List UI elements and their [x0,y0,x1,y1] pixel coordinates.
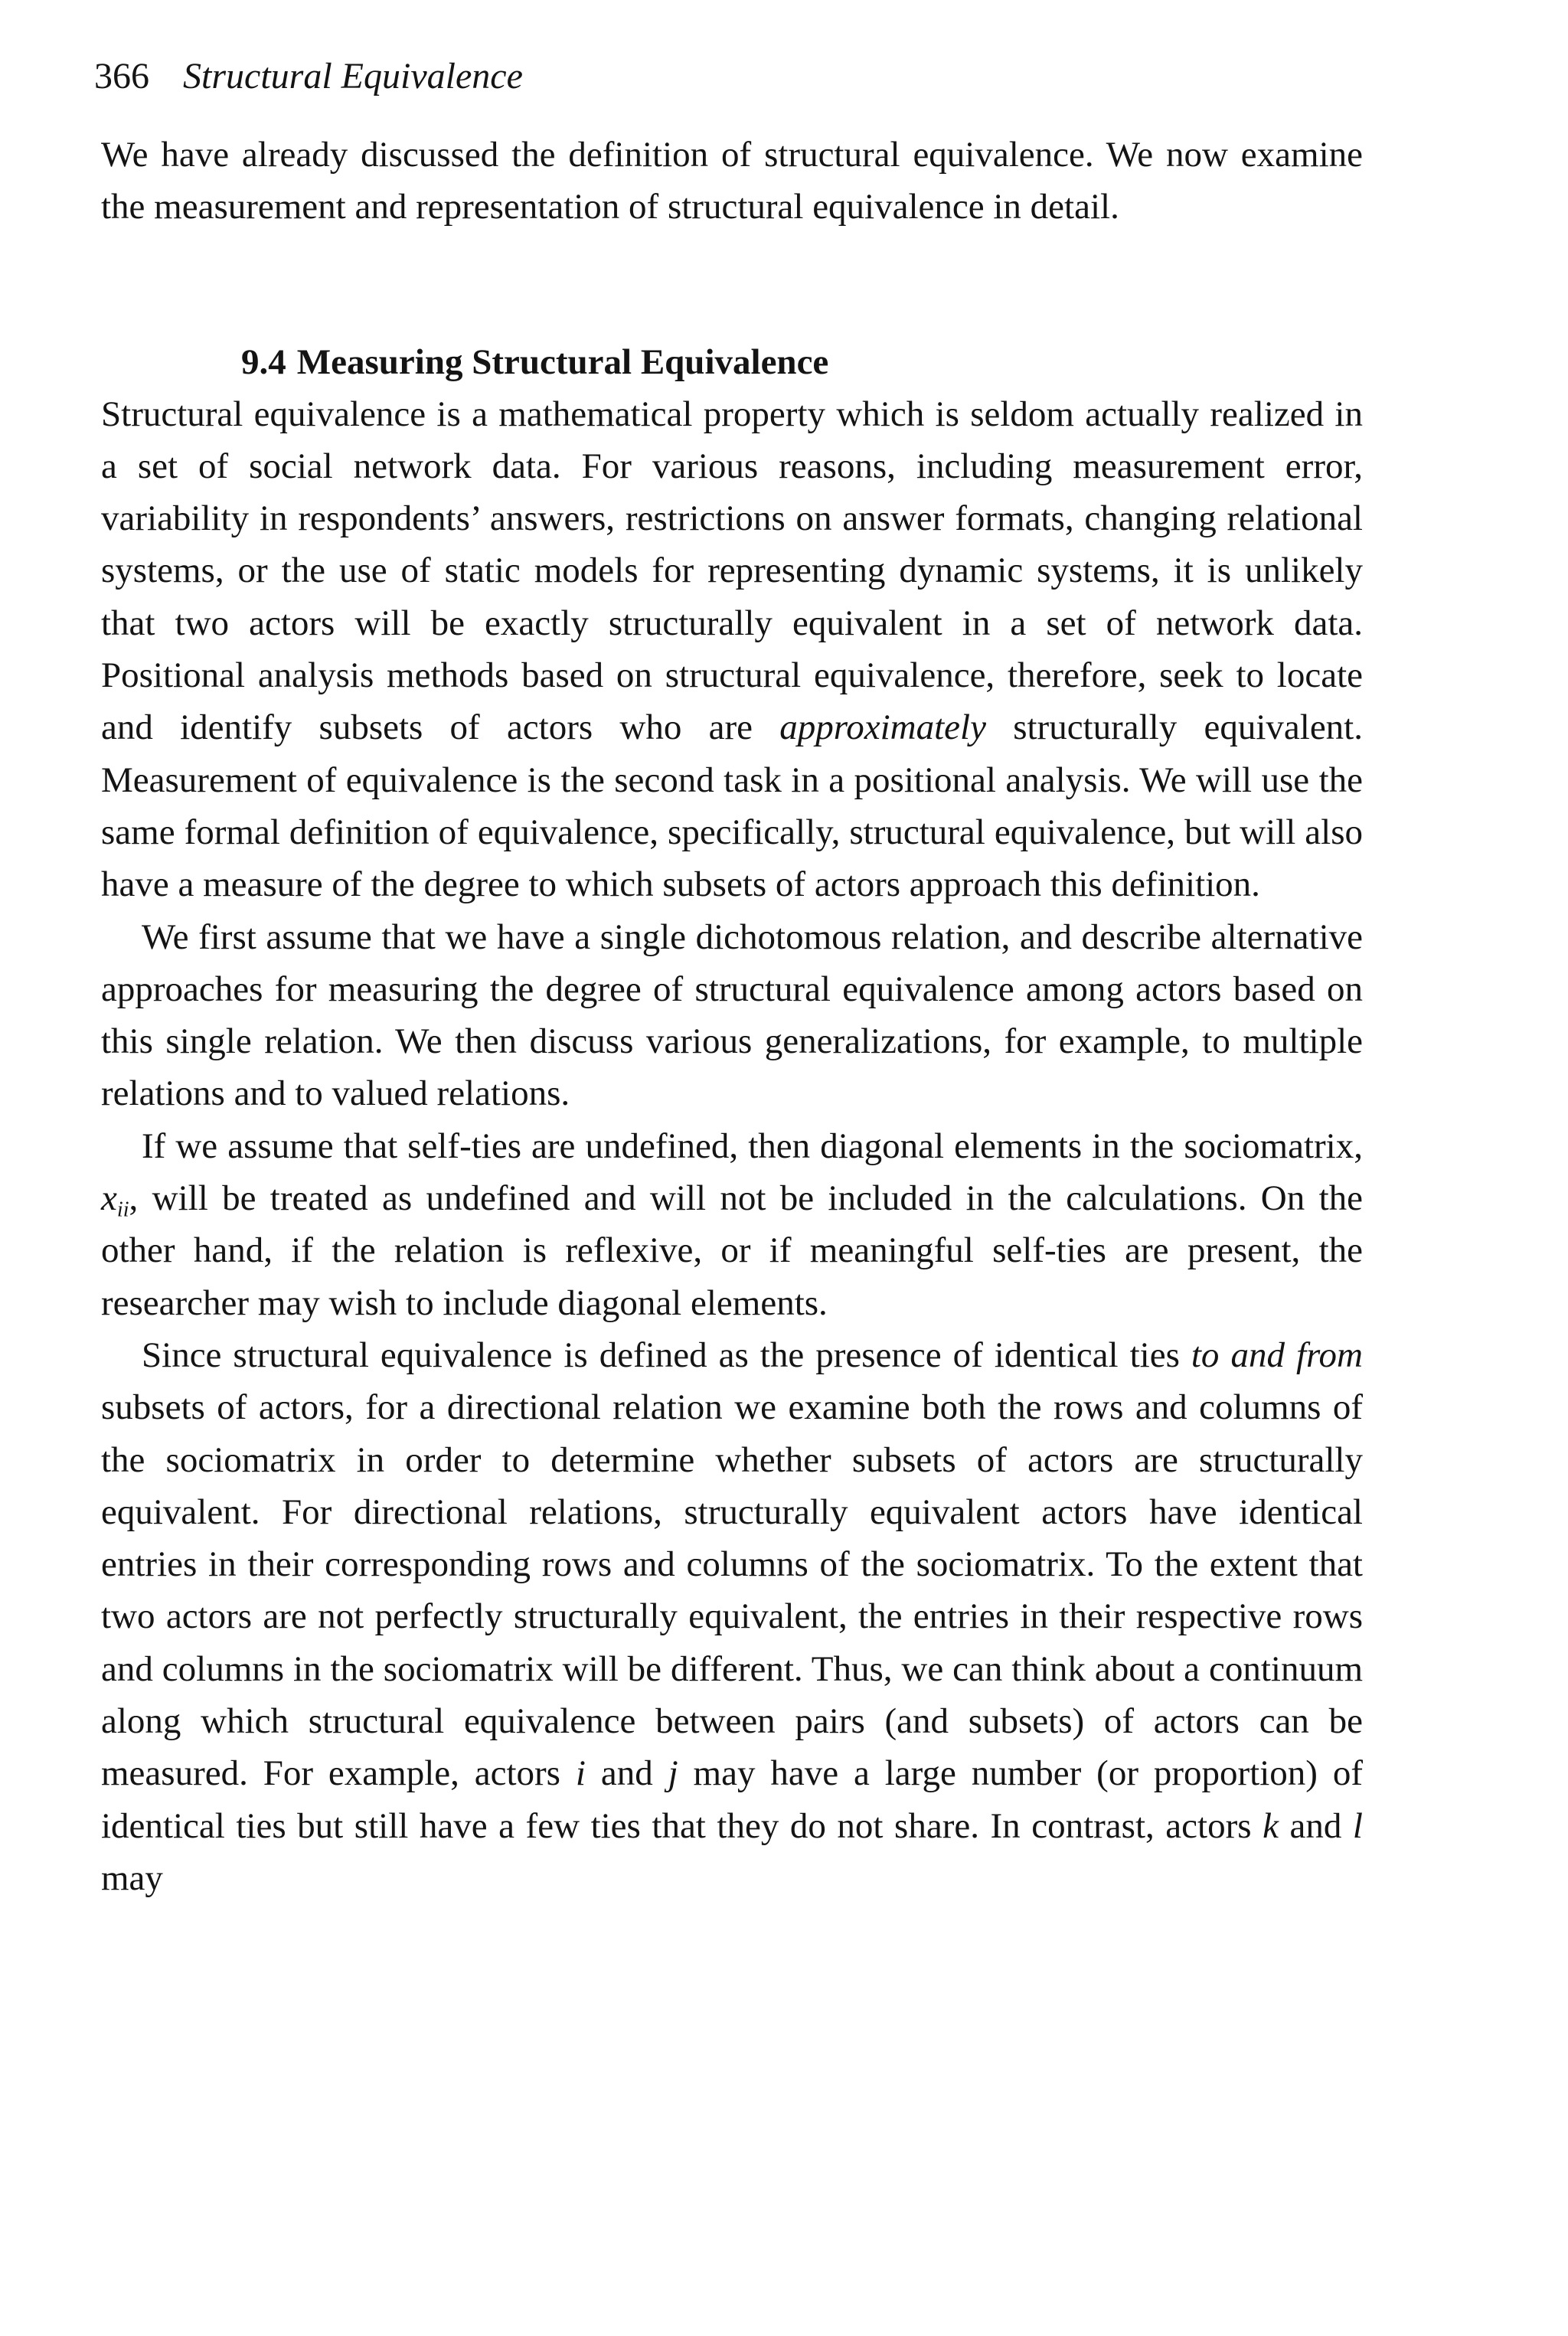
paragraph-4-text-d: may have a large number (or proportion) of identical ties but still have a few ties that they do not share. In contrast, actors [101,1753,1363,1846]
paragraph-4-text-c: and [585,1753,668,1794]
running-head [94,54,523,100]
section-number: 9.4 [241,341,286,382]
page-number: 366 [94,56,149,96]
actor-variable-i: i [575,1753,586,1794]
paragraph-1 [101,388,1363,911]
paragraph-4-text-a: Since structural equivalence is defined as the presence of identical ties [142,1335,1191,1375]
running-head-title: Structural Equivalence [183,56,523,96]
body-text [101,129,1363,1904]
section-heading [241,336,1363,388]
paragraph-2: We first assume that we have a single dichotomous relation, and describe alternative approaches for measuring the degree of structural equivalence among actors based on this single relation. We then discuss various generalizations, for example, to multiple relations and to valued relations. [101,916,1363,1114]
actor-variable-j: j [668,1753,678,1794]
sociomatrix-diagonal-variable [101,1178,129,1222]
paragraph-1-text-a: Structural equivalence is a mathematical property which is seldom actually realized in a set of social network data. For various reasons, including measurement error, variability in respondents’ answers, restrictions on answer formats, changing relational systems, or the use of static models for representing dynamic systems, it is unlikely that two actors will be exactly structurally equivalent in a set of network data. Positional analysis methods based on structural equivalence, therefore, seek to locate and identify subsets of actors who are [101,394,1363,748]
variable-subscript: ii [116,1197,129,1222]
paragraph-4-text-e: and [1278,1805,1353,1846]
variable-x: x [101,1178,117,1219]
paragraph-4-emphasis: to and from [1191,1335,1363,1375]
paragraph-1-text-b: structurally equivalent. Measurement of equivalence is the second task in a positional analysis. We will use the same formal definition of equivalence, specifically, structural equivalence, but will also have a measure of the degree to which subsets of actors approach this definition. [101,707,1363,905]
paragraph-3 [101,1120,1363,1329]
actor-variable-l: l [1352,1805,1363,1846]
paragraph-3-text-a: If we assume that self-ties are undefined, then diagonal elements in the sociomatrix, [142,1126,1363,1166]
paragraph-4-text-f: may [101,1857,163,1898]
paragraph-4-text-b: subsets of actors, for a directional relation we examine both the rows and columns of the sociomatrix in order to determine whether subsets of actors are structurally equivalent. For directional relations, structurally equivalent actors have identical entries in their corresponding rows and columns of the sociomatrix. To the extent that two actors are not perfectly structurally equivalent, the entries in their respective rows and columns in the sociomatrix will be different. Thus, we can think about a continuum along which structural equivalence between pairs (and subsets) of actors can be measured. For example, actors [101,1387,1363,1794]
actor-variable-k: k [1263,1805,1279,1846]
paragraph-1-emphasis: approximately [779,707,986,748]
intro-paragraph: We have already discussed the definition of structural equivalence. We now examine the measurement and representation of structural equivalence in detail. [101,135,1363,227]
section-title: Measuring Structural Equivalence [296,341,829,382]
paragraph-4 [101,1329,1363,1904]
paragraph-3-text-b: , will be treated as undefined and will not be included in the calculations. On the other hand, if the relation is reflexive, or if meaningful self-ties are present, the researcher may wish to include diagonal elements. [101,1178,1363,1323]
